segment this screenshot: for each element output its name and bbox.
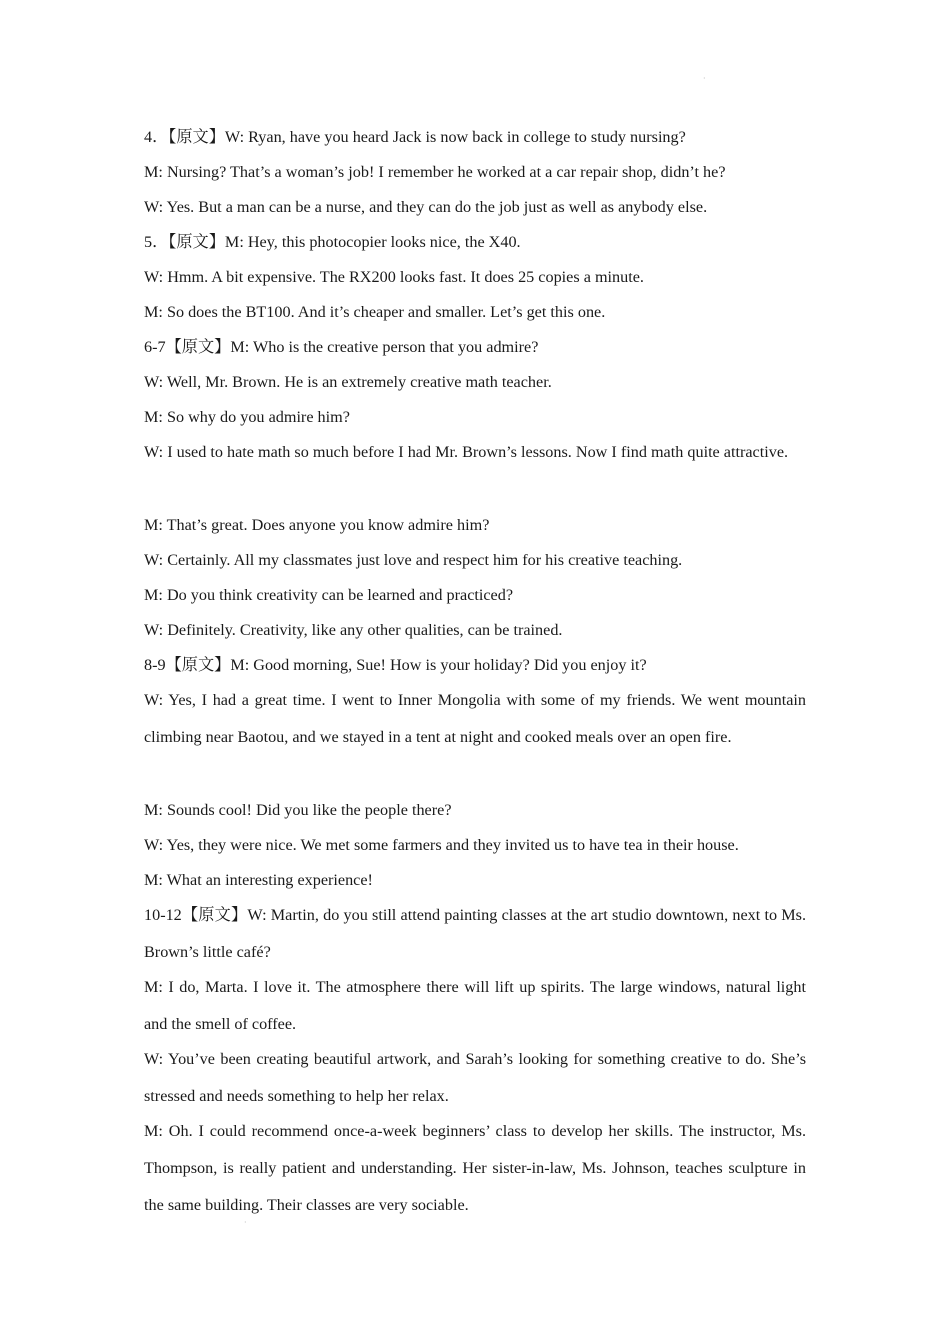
transcript-line: 4．【原文】W: Ryan, have you heard Jack is now back in college to study nursing? xyxy=(144,128,686,146)
transcript-line: M: Do you think creativity can be learned and practiced? xyxy=(144,586,514,604)
transcript-paragraph: M: Oh. I could recommend once-a-week beginners’ class to develop her skills. The instructor, Ms. Thompson, is really patient and understanding. Her sister-in-law, Ms. Johnson, teaches sculpture in the same building. Their classes are very sociable. xyxy=(144,1122,806,1214)
transcript-paragraph: W: You’ve been creating beautiful artwork, and Sarah’s looking for something creative to do. She’s stressed and needs something to help her relax. xyxy=(144,1050,806,1105)
transcript-line: M: Sounds cool! Did you like the people there? xyxy=(144,801,452,819)
transcript-line: 5．【原文】M: Hey, this photocopier looks nice, the X40. xyxy=(144,233,521,251)
transcript-line: W: Yes, they were nice. We met some farmers and they invited us to have tea in their house. xyxy=(144,836,739,854)
transcript-line: W: Definitely. Creativity, like any other qualities, can be trained. xyxy=(144,621,563,639)
transcript-line: M: Nursing? That’s a woman’s job! I remember he worked at a car repair shop, didn’t he? xyxy=(144,163,726,181)
scan-mark: · xyxy=(244,1218,247,1227)
transcript-line: W: Yes. But a man can be a nurse, and they can do the job just as well as anybody else. xyxy=(144,198,708,216)
scan-mark: · xyxy=(703,74,706,83)
transcript-paragraph: W: I used to hate math so much before I had Mr. Brown’s lessons. Now I find math quite attractive. xyxy=(144,443,789,461)
transcript-paragraph: M: I do, Marta. I love it. The atmosphere there will lift up spirits. The large windows, natural light and the smell of coffee. xyxy=(144,978,806,1033)
transcript-line: M: So why do you admire him? xyxy=(144,408,350,426)
transcript-line: 6-7【原文】M: Who is the creative person that you admire? xyxy=(144,338,539,356)
transcript-line: W: Well, Mr. Brown. He is an extremely creative math teacher. xyxy=(144,373,552,391)
transcript-line: W: Certainly. All my classmates just love and respect him for his creative teaching. xyxy=(144,551,683,569)
transcript-paragraph: W: Yes, I had a great time. I went to Inner Mongolia with some of my friends. We went mountain climbing near Baotou, and we stayed in a tent at night and cooked meals over an open fire. xyxy=(144,691,806,746)
transcript-line: W: Hmm. A bit expensive. The RX200 looks fast. It does 25 copies a minute. xyxy=(144,268,644,286)
transcript-line: 8-9【原文】M: Good morning, Sue! How is your holiday? Did you enjoy it? xyxy=(144,656,647,674)
transcript-paragraph: 10-12【原文】W: Martin, do you still attend painting classes at the art studio downtown, next to Ms. Brown’s little café? xyxy=(144,906,806,961)
transcript-line: M: That’s great. Does anyone you know admire him? xyxy=(144,516,490,534)
transcript-line: M: What an interesting experience! xyxy=(144,871,373,889)
transcript-line: M: So does the BT100. And it’s cheaper and smaller. Let’s get this one. xyxy=(144,303,606,321)
